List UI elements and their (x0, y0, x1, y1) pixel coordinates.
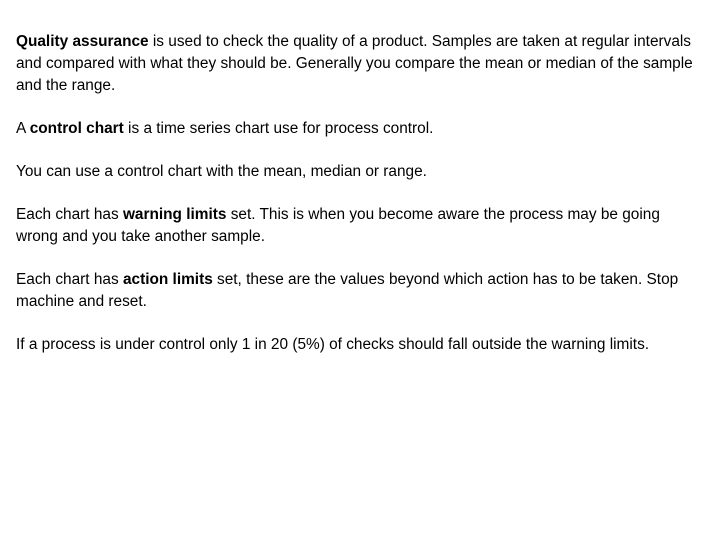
paragraph-control-chart (16, 118, 706, 140)
paragraph-text: Each chart has (16, 271, 123, 288)
slide-text-body (16, 31, 706, 377)
paragraph-chart-types (16, 161, 706, 183)
paragraph-quality-assurance (16, 31, 706, 97)
paragraph-text: If a process is under control only 1 in 20 (5%) of checks should fall outside the warning limits. (16, 336, 650, 353)
paragraph-text: A (16, 120, 30, 137)
paragraph-text: Each chart has (16, 206, 123, 223)
paragraph-text: You can use a control chart with the mean, median or range. (16, 163, 427, 180)
paragraph-warning-limits (16, 204, 706, 248)
paragraph-text: is a time series chart use for process control. (123, 120, 434, 137)
paragraph-action-limits (16, 269, 706, 313)
term-quality-assurance: Quality assurance (16, 33, 149, 50)
paragraph-text: is used to check the quality of a product. Samples are taken at regular intervals and compared with what they should be. Generally you compare the mean or median of the sample and the range. (16, 33, 693, 94)
term-action-limits: action limits (122, 271, 213, 288)
paragraph-text: set. This is when you become aware the process may be going wrong and you take another sample. (16, 206, 660, 245)
term-control-chart: control chart (29, 120, 124, 137)
paragraph-text: set, these are the values beyond which action has to be taken. Stop machine and reset. (16, 271, 679, 310)
paragraph-under-control (16, 334, 706, 356)
term-warning-limits: warning limits (122, 206, 227, 223)
